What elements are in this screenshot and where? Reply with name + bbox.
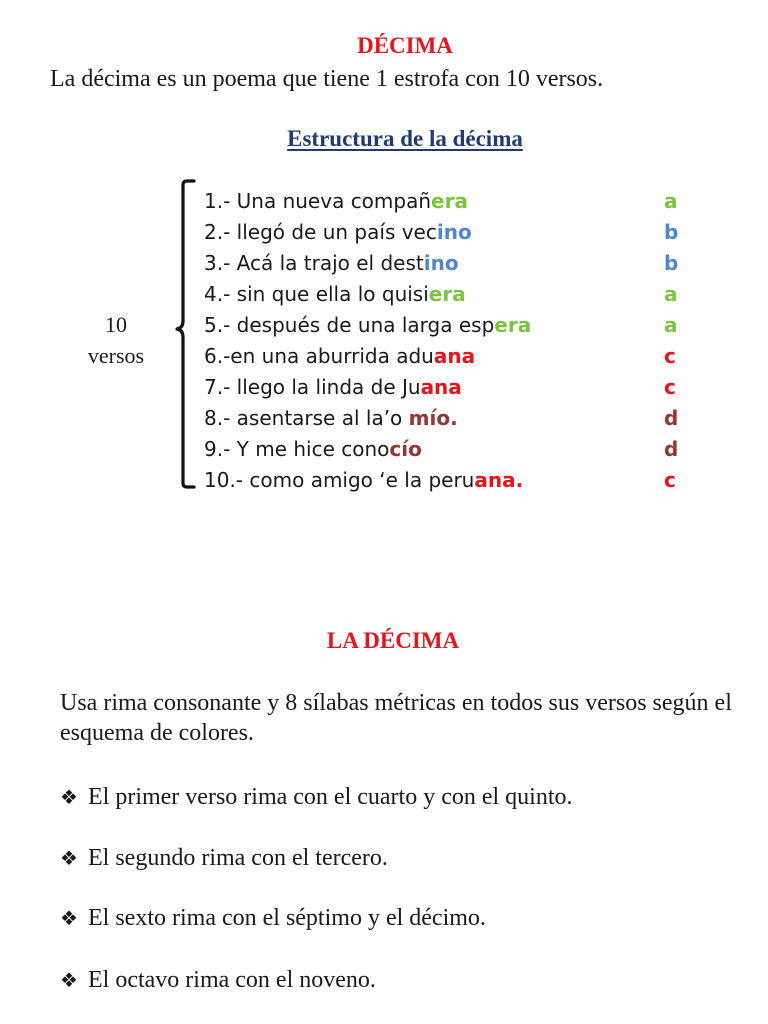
- verse-text: 4.- sin que ella lo quisi: [204, 282, 429, 306]
- verse-line: [204, 372, 704, 403]
- verse-list: [204, 186, 704, 496]
- verse-rhyme: era: [494, 313, 532, 337]
- verse-rhyme: ana: [433, 344, 476, 368]
- rhyme-letter: b: [664, 220, 679, 244]
- diamond-bullet-icon: ❖: [60, 906, 78, 930]
- verse-line: [204, 279, 704, 310]
- verse-line: [204, 310, 704, 341]
- bullet-item: [60, 965, 760, 995]
- verse-rhyme: ino: [423, 251, 459, 275]
- verse-rhyme: ana.: [474, 468, 524, 492]
- rhyme-letter: c: [664, 344, 676, 368]
- verse-text: 6.-en una aburrida adu: [204, 344, 434, 368]
- page-title: DÉCIMA: [357, 33, 453, 58]
- bullet-text: El segundo rima con el tercero.: [88, 845, 388, 871]
- verse-text: 7.- llego la linda de Ju: [204, 375, 421, 399]
- diamond-bullet-icon: ❖: [60, 846, 78, 870]
- verse-text: 1.- Una nueva compañ: [204, 189, 432, 213]
- rhyme-letter: b: [664, 251, 679, 275]
- bullet-item: [60, 843, 760, 873]
- bullet-text: El primer verso rima con el cuarto y con el quinto.: [88, 784, 573, 810]
- rhyme-letter: c: [664, 375, 676, 399]
- intro-text: La décima es un poema que tiene 1 estrofa con 10 versos.: [50, 66, 604, 92]
- bullet-item: [60, 903, 760, 933]
- side-label-number: 10: [105, 312, 127, 337]
- verse-text: 8.- asentarse al la’o: [204, 406, 409, 430]
- rhyme-letter: d: [664, 437, 679, 461]
- verse-rhyme: era: [431, 189, 468, 213]
- section-title: LA DÉCIMA: [326, 628, 460, 653]
- verse-rhyme: era: [428, 282, 466, 306]
- verse-line: [204, 248, 704, 279]
- verse-text: 2.- llegó de un país vec: [204, 220, 437, 244]
- rules-paragraph: Usa rima consonante y 8 sílabas métricas en todos sus versos según el esquema de colores.: [60, 690, 732, 746]
- verse-text: 3.- Acá la trajo el dest: [204, 251, 424, 275]
- verse-line: [204, 341, 704, 372]
- rhyme-letter: d: [664, 406, 679, 430]
- verse-rhyme: ana: [420, 375, 462, 399]
- rhyme-letter: c: [664, 468, 676, 492]
- verse-text: 9.- Y me hice cono: [204, 437, 390, 461]
- rhyme-letter: a: [664, 313, 678, 337]
- bullet-item: [60, 782, 760, 812]
- bullet-text: El sexto rima con el séptimo y el décimo.: [88, 905, 486, 931]
- verse-rhyme: ino: [436, 220, 472, 244]
- structure-subtitle: Estructura de la décima: [287, 126, 523, 151]
- verse-line: [204, 217, 704, 248]
- curly-brace-icon: [172, 178, 198, 490]
- bullet-text: El octavo rima con el noveno.: [88, 967, 376, 993]
- diamond-bullet-icon: ❖: [60, 785, 78, 809]
- verse-line: [204, 403, 704, 434]
- verse-text: 10.- como amigo ‘e la peru: [204, 468, 475, 492]
- rhyme-letter: a: [664, 282, 678, 306]
- verse-rhyme: cío: [389, 437, 422, 461]
- diamond-bullet-icon: ❖: [60, 968, 78, 992]
- verse-line: [204, 434, 704, 465]
- rhyme-letter: a: [664, 189, 678, 213]
- verse-line: [204, 465, 704, 496]
- side-label-word: versos: [87, 343, 145, 368]
- verse-rhyme: mío.: [408, 406, 458, 430]
- side-label: [72, 309, 160, 371]
- verse-line: [204, 186, 704, 217]
- verse-text: 5.- después de una larga esp: [204, 313, 495, 337]
